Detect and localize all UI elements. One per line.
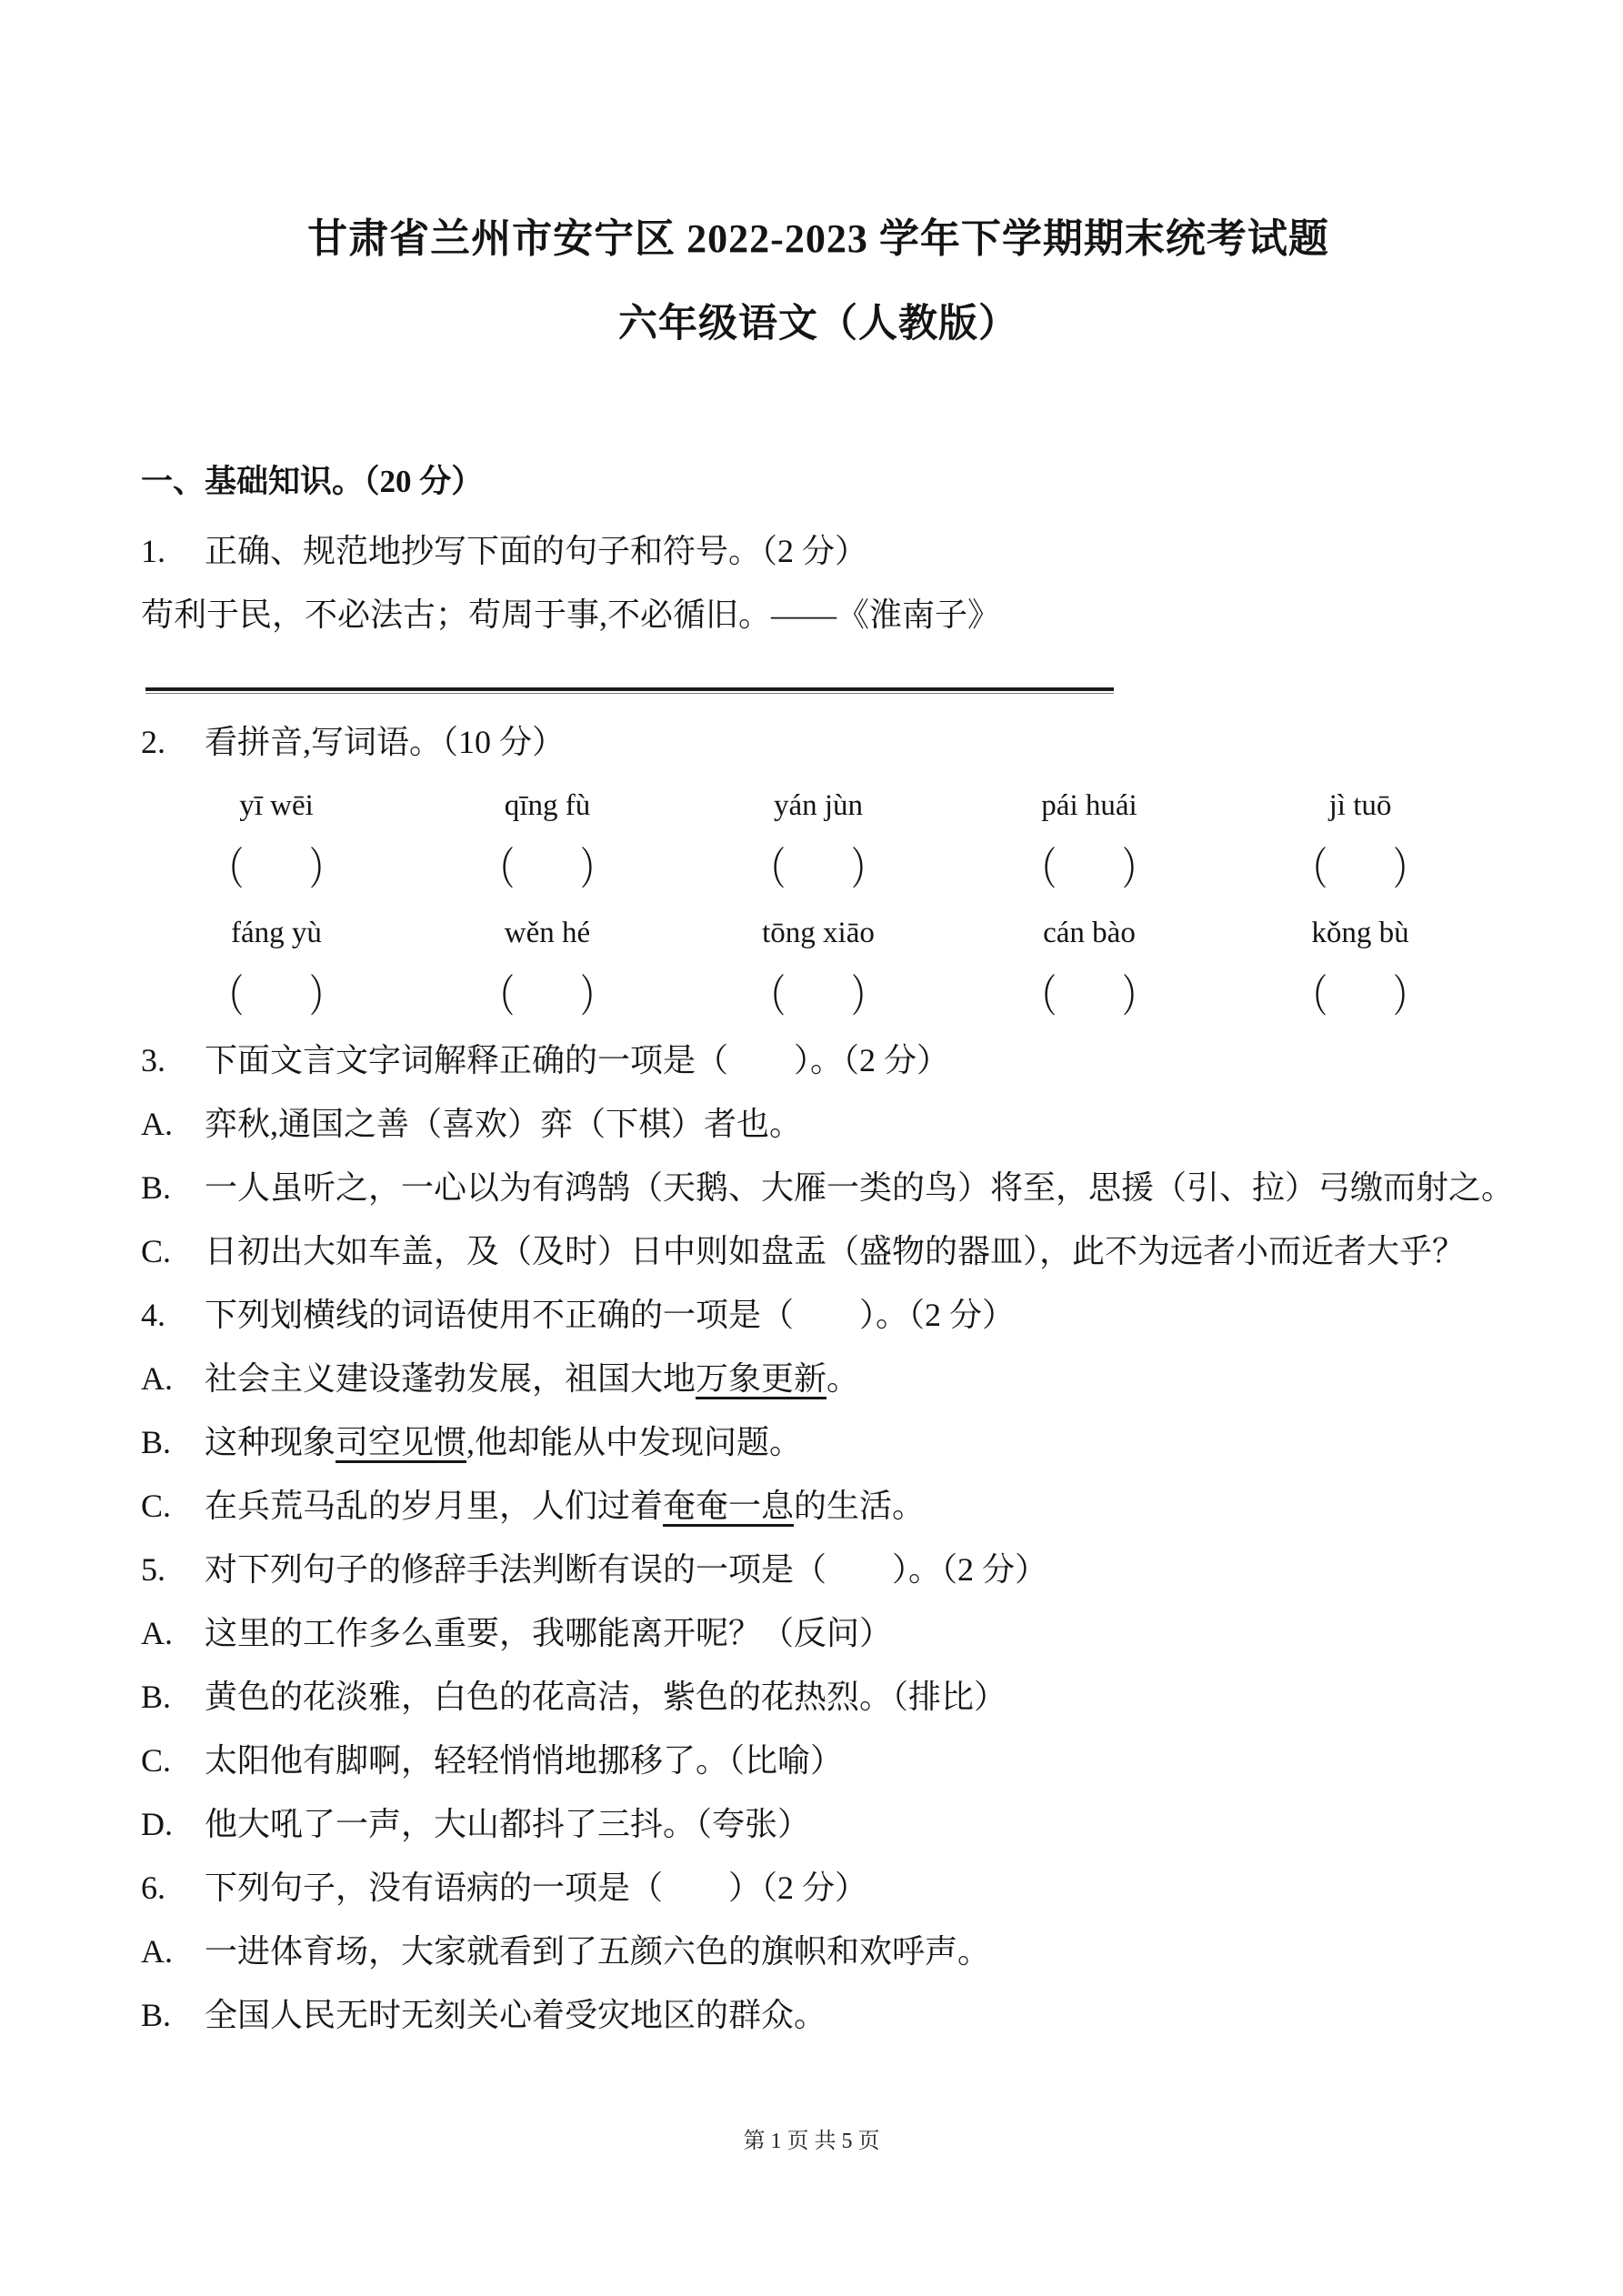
pinyin-word: wěn hé [504,917,591,949]
option-text: 他大吼了一声，大山都抖了三抖。（夸张） [205,1806,811,1842]
option-text: 黄色的花淡雅，白色的花高洁，紫色的花热烈。（排比） [205,1679,1007,1715]
question-3-option-c [141,1219,1496,1283]
pinyin-word: qīng fù [504,789,591,822]
underlined-word: 司空见惯 [336,1426,466,1463]
pinyin-word: yán jùn [773,789,864,822]
option-label: C. [141,1742,172,1779]
answer-bracket: （ ） [752,845,884,894]
pinyin-word: kǒng bù [1311,917,1409,949]
answer-bracket: （ ） [1023,972,1155,1021]
question-4-text: 下列划横线的词语使用不正确的一项是（ ）。（2 分） [205,1297,1016,1333]
answer-bracket: （ ） [210,845,342,894]
option-text: 日初出大如车盖，及（及时）日中则如盘盂（盛物的器皿），此不为远者小而近者大乎？ [205,1233,1466,1269]
question-5-option-b [141,1665,1496,1729]
exam-title-line1: 甘肃省兰州市安宁区 2022-2023 学年下学期期末统考试题 [307,216,1329,261]
answer-bracket: （ ） [1023,845,1155,894]
answer-blank-line [145,687,1114,694]
pinyin-word: fáng yù [231,917,322,949]
option-text: 一人虽听之，一心以为有鸿鹄（天鹅、大雁一类的鸟）将至，思援（引、拉）弓缴而射之。 [205,1169,1515,1206]
pinyin-word: yī wēi [239,789,314,822]
question-5-option-a [141,1601,1496,1665]
option-label: A. [141,1933,173,1970]
option-label: A. [141,1106,173,1142]
question-3-text: 下面文言文字词解释正确的一项是（ ）。（2 分） [205,1042,950,1078]
option-text: 全国人民无时无刻关心着受灾地区的群众。 [205,1997,827,2033]
underlined-word: 万象更新 [696,1362,827,1399]
option-label: B. [141,1169,172,1206]
question-6-text: 下列句子，没有语病的一项是（ ）（2 分） [205,1870,868,1906]
option-label: D. [141,1806,173,1842]
answer-bracket: （ ） [752,972,884,1021]
question-5-option-d [141,1792,1496,1856]
question-2-number: 2. [141,724,165,760]
pinyin-word: jì tuō [1328,789,1392,822]
section-1-heading: 一、基础知识。（20 分） [141,464,484,499]
option-text-post: 的生活。 [794,1488,926,1524]
pinyin-word: tōng xiāo [762,917,875,949]
option-text: 弈秋,通国之善（喜欢）弈（下棋）者也。 [205,1106,803,1142]
answer-bracket-row-1 [141,837,1496,901]
option-label: A. [141,1615,173,1651]
option-text-pre: 在兵荒马乱的岁月里，人们过着 [205,1488,664,1524]
question-5-text: 对下列句子的修辞手法判断有误的一项是（ ）。（2 分） [205,1551,1048,1588]
question-4-option-c [141,1474,1496,1538]
question-5-number: 5. [141,1551,165,1588]
answer-bracket: （ ） [481,972,613,1021]
page-number-footer: 第 1 页 共 5 页 [743,2130,880,2153]
pinyin-word: pái huái [1041,789,1137,822]
question-6-number: 6. [141,1870,165,1906]
option-label: C. [141,1233,172,1269]
option-text: 这里的工作多么重要，我哪能离开呢？（反问） [205,1615,893,1651]
question-3-number: 3. [141,1042,165,1078]
question-6-option-b [141,1983,1496,2047]
question-6-stem [141,1856,1496,1920]
option-label: B. [141,1679,172,1715]
option-label: B. [141,1997,172,2033]
question-1-quote: 苟利于民，不必法古；苟周于事,不必循旧。——《淮南子》 [141,597,1001,633]
question-4-option-b [141,1410,1496,1474]
question-6-option-a [141,1920,1496,1983]
question-4-option-a [141,1347,1496,1410]
question-1-text: 正确、规范地抄写下面的句子和符号。（2 分） [205,533,868,569]
exam-title-line2: 六年级语文（人教版） [618,303,1018,346]
question-5-option-c [141,1729,1496,1792]
underlined-word: 奄奄一息 [663,1489,794,1527]
answer-bracket: （ ） [1294,972,1426,1021]
answer-bracket-row-2 [141,965,1496,1028]
answer-bracket: （ ） [1294,845,1426,894]
option-text-post: ,他却能从中发现问题。 [466,1424,803,1460]
answer-bracket: （ ） [210,972,342,1021]
question-3-option-b [141,1156,1515,1219]
question-5-stem [141,1538,1496,1601]
option-text: 太阳他有脚啊，轻轻悄悄地挪移了。（比喻） [205,1742,844,1779]
pinyin-word: cán bào [1043,917,1136,949]
option-label: B. [141,1424,172,1460]
question-1-number: 1. [141,533,165,569]
question-1-answer-row [141,647,1496,710]
question-1-stem [141,519,1496,583]
option-label: A. [141,1360,173,1397]
option-label: C. [141,1488,172,1524]
document-body [141,0,1515,2047]
question-2-text: 看拼音,写词语。（10 分） [205,724,566,760]
answer-bracket: （ ） [481,845,613,894]
option-text-pre: 这种现象 [205,1424,336,1460]
question-4-number: 4. [141,1297,165,1333]
question-4-stem [141,1283,1496,1347]
option-text: 一进体育场，大家就看到了五颜六色的旗帜和欢呼声。 [205,1933,991,1970]
question-2-stem [141,710,1496,774]
question-3-option-a [141,1092,1496,1156]
option-text-pre: 社会主义建设蓬勃发展，祖国大地 [205,1360,696,1397]
option-text-post: 。 [827,1360,860,1397]
